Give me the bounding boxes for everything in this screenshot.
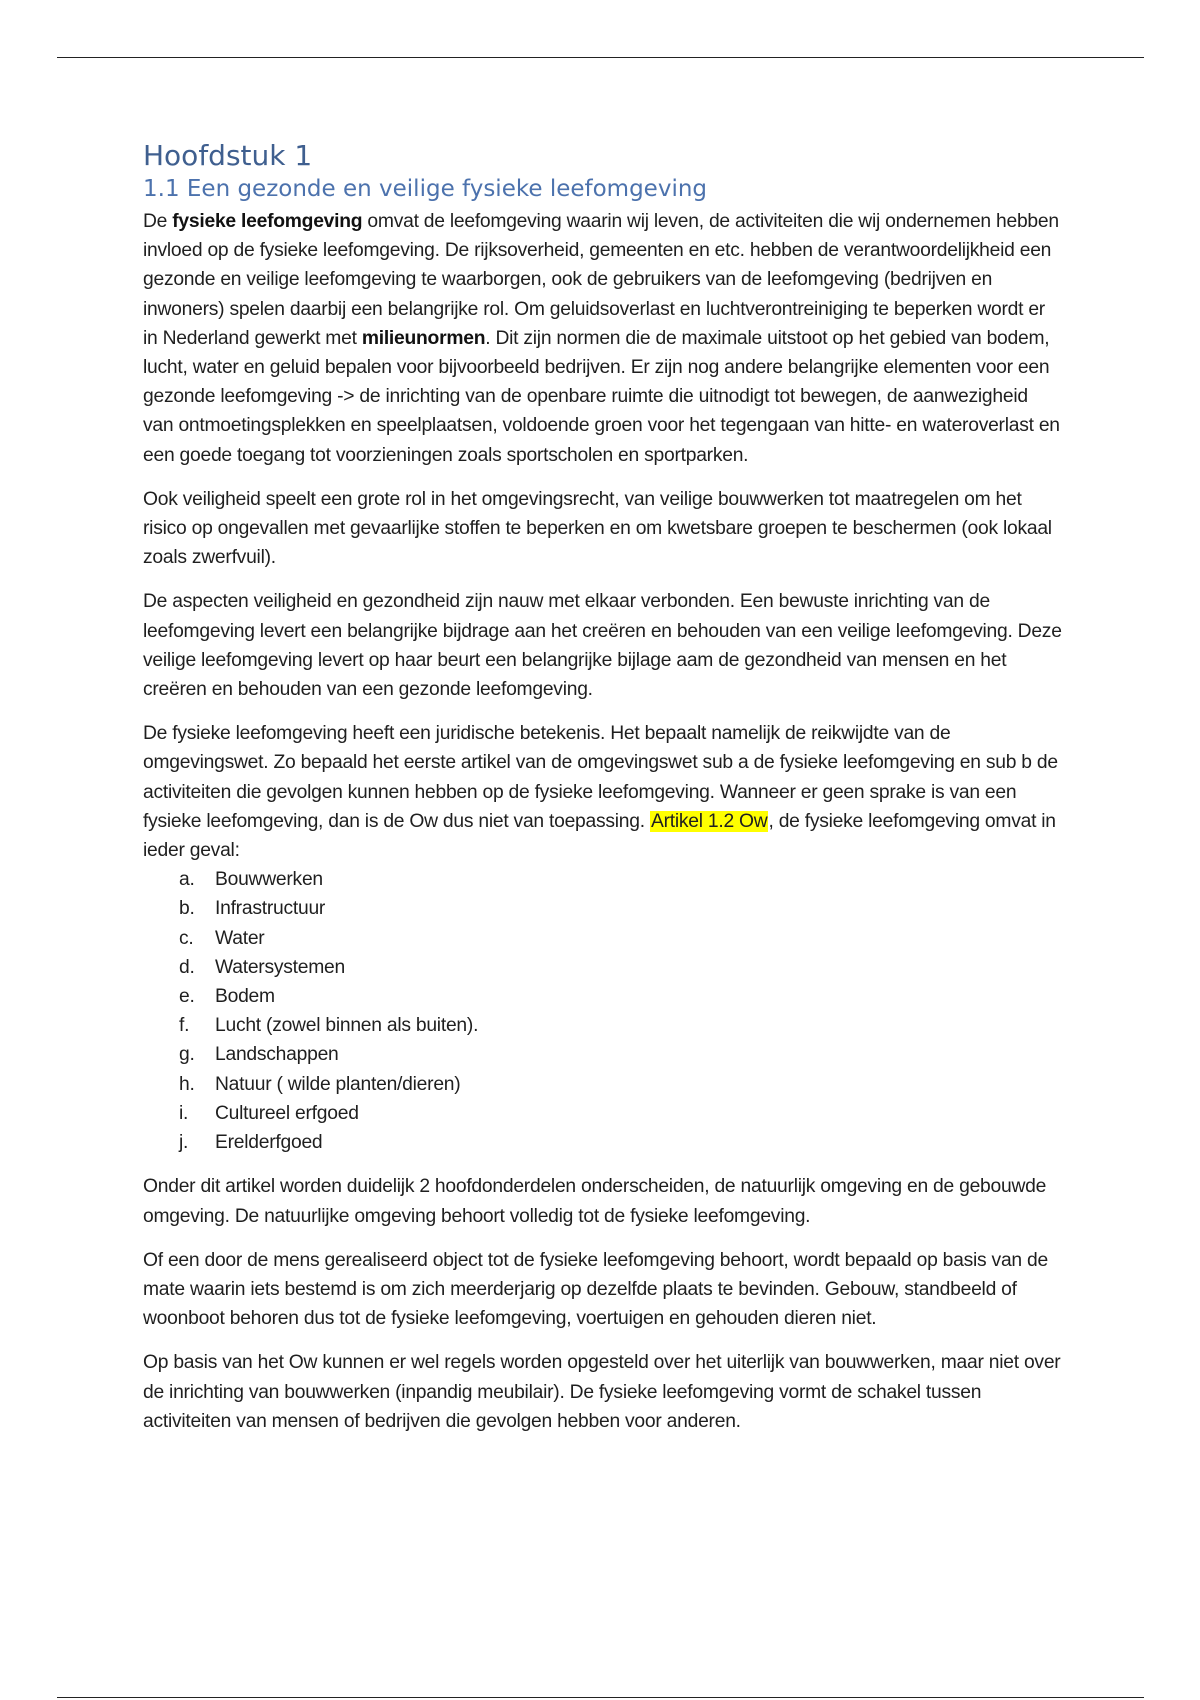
- header-rule: [57, 57, 1144, 58]
- footer-rule: [57, 1697, 1144, 1698]
- list-item-text: Water: [215, 927, 265, 949]
- list-item: [143, 1070, 1063, 1099]
- term-milieunormen: milieunormen: [361, 327, 486, 349]
- list-marker: f.: [179, 1015, 190, 1037]
- paragraph-4: [143, 719, 1063, 865]
- list-item-text: Landschappen: [215, 1044, 339, 1066]
- list-item-text: Infrastructuur: [215, 898, 326, 920]
- paragraph-5: Onder dit artikel worden duidelijk 2 hoofdonderdelen onderscheiden, de natuurlijk omgeving en de gebouwde omgeving. De natuurlijke omgeving behoort volledig tot de fysieke leefomgeving.: [143, 1176, 1047, 1227]
- paragraph-1-text-b: omvat de leefomgeving waarin wij leven, de activiteiten die wij ondernemen hebben invloed op de fysieke leefomgeving. De rijksoverheid, gemeenten en etc. hebben de verantwoordelijkheid een gezonde en veilige leefomgeving te waarborgen, ook de gebruikers van de leefomgeving (bedrijven en inwoners) spelen daarbij een belangrijke rol. Om geluidsoverlast en luchtverontreiniging te beperken wordt er in Nederland gewerkt met: [143, 211, 1059, 349]
- list-marker: a.: [179, 869, 195, 891]
- list-marker: g.: [179, 1044, 195, 1066]
- list-item: [143, 865, 1063, 894]
- highlighted-article-reference: Artikel 1.2 Ow: [650, 810, 768, 832]
- paragraph-3: De aspecten veiligheid en gezondheid zijn nauw met elkaar verbonden. Een bewuste inrichting van de leefomgeving levert een belangrijke bijdrage aan het creëren en behouden van een veilige leefomgeving. Deze veilige leefomgeving levert op haar beurt een belangrijke bijlage aam de gezondheid van mensen en het creëren en behouden van een gezonde leefomgeving.: [143, 591, 1062, 701]
- list-item: [143, 924, 1063, 953]
- list-item: [143, 982, 1063, 1011]
- paragraph-2: Ook veiligheid speelt een grote rol in het omgevingsrecht, van veilige bouwwerken tot maatregelen om het risico op ongevallen met gevaarlijke stoffen te beperken en om kwetsbare groepen te beschermen (ook lokaal zoals zwerfvuil).: [143, 488, 1052, 569]
- paragraph-4-text-a: De fysieke leefomgeving heeft een juridische betekenis. Het bepaalt namelijk de reikwijdte van de omgevingswet. Zo bepaald het eerste artikel van de omgevingswet sub a de fysieke leefomgeving en sub b de activiteiten die gevolgen kunnen hebben op de fysieke leefomgeving. Wanneer er geen sprake is van een fysieke leefomgeving, dan is de Ow dus niet van toepassing.: [143, 723, 1058, 832]
- paragraph-1-text-a: De: [143, 211, 173, 232]
- paragraph-7: Op basis van het Ow kunnen er wel regels worden opgesteld over het uiterlijk van bouwwerken, maar niet over de inrichting van bouwwerken (inpandig meubilair). De fysieke leefomgeving vormt de schakel tussen activiteiten van mensen of bedrijven die gevolgen hebben voor anderen.: [143, 1352, 1061, 1432]
- list-marker: e.: [179, 986, 195, 1008]
- paragraph-1: [143, 207, 1063, 470]
- list-item: [143, 1011, 1063, 1040]
- paragraph-6: Of een door de mens gerealiseerd object tot de fysieke leefomgeving behoort, wordt bepaald op basis van de mate waarin iets bestemd is om zich meerderjarig op dezelfde plaats te bevinden. Gebouw, standbeeld of woonboot behoren dus tot de fysieke leefomgeving, voertuigen en gehouden dieren niet.: [143, 1249, 1048, 1330]
- list-item: [143, 1099, 1063, 1128]
- list-item: [143, 894, 1063, 923]
- paragraph-4-text-b: , de fysieke leefomgeving omvat in ieder geval:: [143, 810, 1056, 862]
- term-fysieke-leefomgeving: fysieke leefomgeving: [172, 211, 363, 232]
- list-item-text: Erelderfgoed: [215, 1132, 323, 1154]
- list-item-text: Cultureel erfgoed: [215, 1102, 359, 1124]
- list-item: [143, 953, 1063, 982]
- list-item-text: Natuur ( wilde planten/dieren): [215, 1073, 461, 1095]
- list-item: [143, 1040, 1063, 1069]
- list-marker: c.: [179, 927, 194, 949]
- list-marker: h.: [179, 1073, 195, 1095]
- list-marker: j.: [179, 1132, 189, 1154]
- list-item-text: Bouwwerken: [215, 869, 323, 891]
- list-item: [143, 1128, 1063, 1157]
- paragraph-1-text-c: . Dit zijn normen die de maximale uitstoot op het gebied van bodem, lucht, water en geluid bepalen voor bijvoorbeeld bedrijven. Er zijn nog andere belangrijke elementen voor een gezonde leefomgeving -> de inrichting van de openbare ruimte die uitnodigt tot bewegen, de aanwezigheid van ontmoetingsplekken en speelplaatsen, voldoende groen voor het tegengaan van hitte- en wateroverlast en een goede toegang tot voorzieningen zoals sportscholen en sportparken.: [143, 327, 1060, 466]
- chapter-heading: Hoofdstuk 1: [143, 139, 313, 172]
- section-heading: 1.1 Een gezonde en veilige fysieke leefomgeving: [143, 176, 708, 202]
- document-body: [143, 138, 1063, 1451]
- list-item-text: Bodem: [215, 986, 275, 1008]
- list-item-text: Lucht (zowel binnen als buiten).: [215, 1015, 479, 1037]
- article-items-list: [143, 865, 1063, 1157]
- list-item-text: Watersystemen: [215, 956, 345, 978]
- list-marker: b.: [179, 898, 195, 920]
- list-marker: i.: [179, 1102, 189, 1124]
- list-marker: d.: [179, 956, 195, 978]
